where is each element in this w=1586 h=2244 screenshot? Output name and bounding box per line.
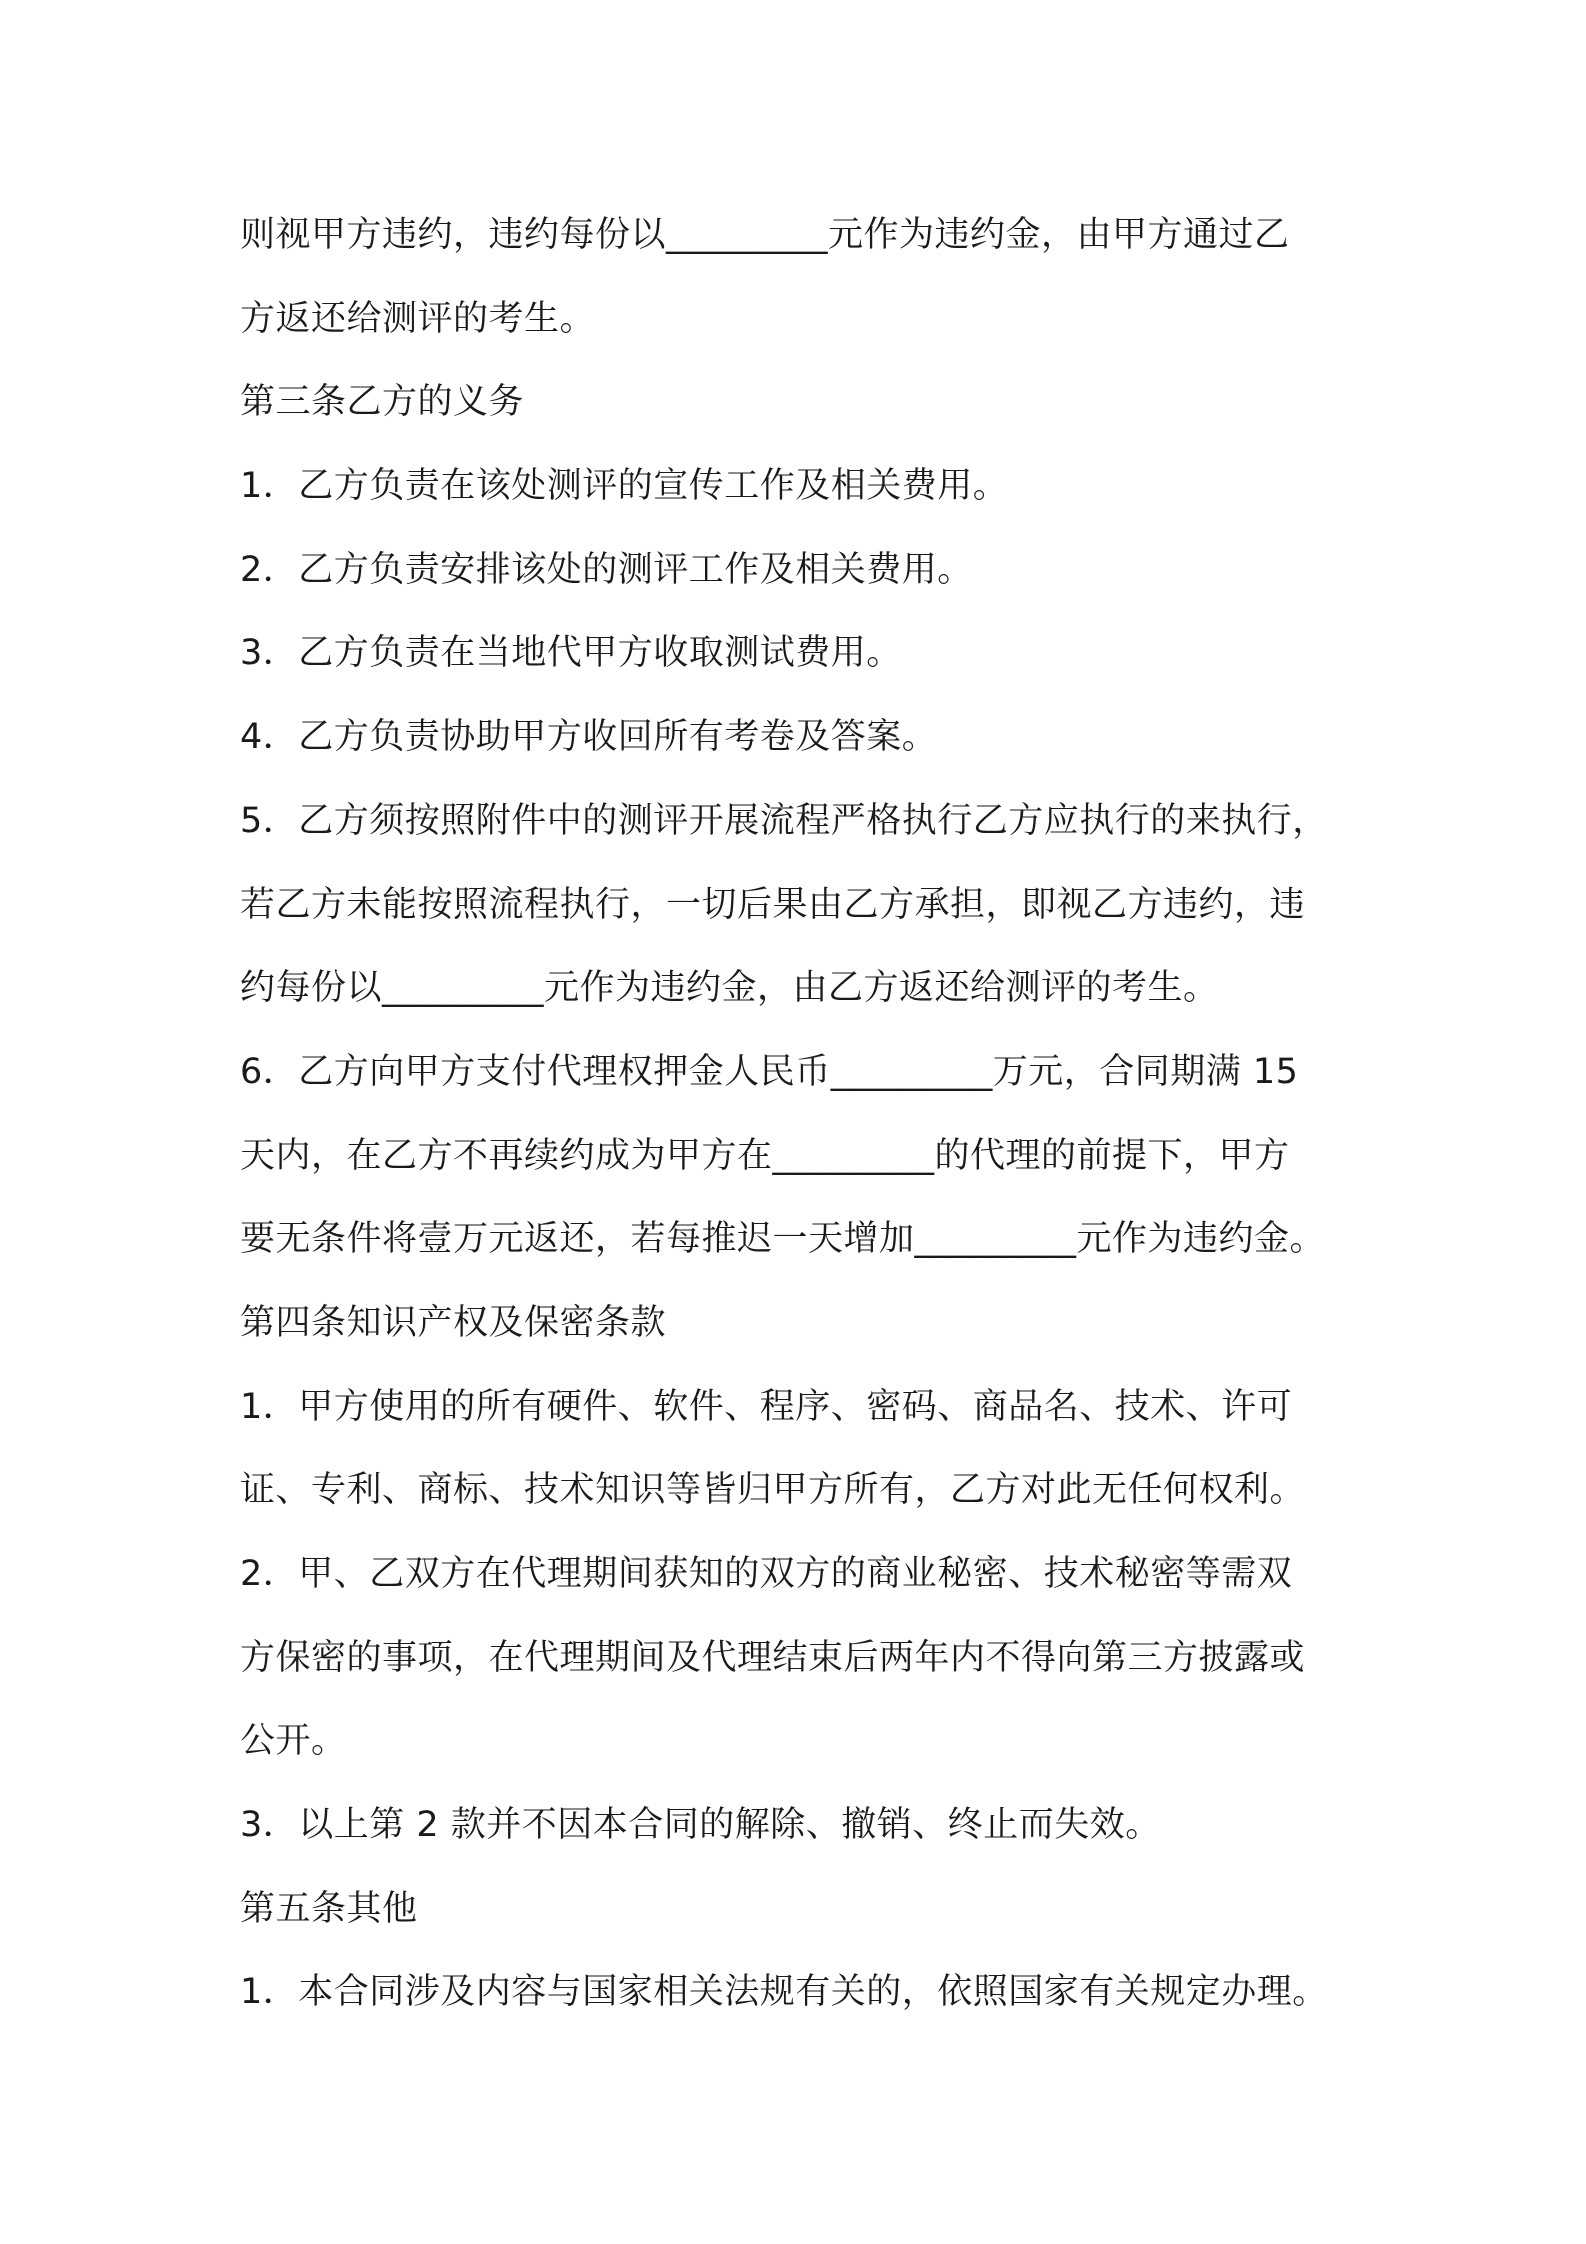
clause-item: 5．乙方须按照附件中的测评开展流程严格执行乙方应执行的来执行， bbox=[240, 800, 1328, 841]
clause-item: 1．乙方负责在该处测评的宣传工作及相关费用。 bbox=[240, 466, 1009, 507]
section-heading-article-3: 第三条乙方的义务 bbox=[240, 382, 525, 423]
clause-item: 1．本合同涉及内容与国家相关法规有关的，依照国家有关规定办理。 bbox=[240, 1972, 1328, 2013]
text-line: 方返还给测评的考生。 bbox=[240, 298, 596, 339]
clause-item: 2．乙方负责安排该处的测评工作及相关费用。 bbox=[240, 549, 973, 590]
text-line: 若乙方未能按照流程执行，一切后果由乙方承担，即视乙方违约，违 bbox=[240, 884, 1306, 925]
clause-item: 1．甲方使用的所有硬件、软件、程序、密码、商品名、技术、许可 bbox=[240, 1386, 1293, 1427]
section-heading-article-5: 第五条其他 bbox=[240, 1888, 418, 1929]
clause-item: 6．乙方向甲方支付代理权押金人民币_________万元，合同期满 15 bbox=[240, 1051, 1299, 1092]
text-line: 要无条件将壹万元返还，若每推迟一天增加_________元作为违约金。 bbox=[240, 1219, 1326, 1260]
text-line: 公开。 bbox=[240, 1721, 347, 1762]
text-line: 天内，在乙方不再续约成为甲方在_________的代理的前提下，甲方 bbox=[240, 1135, 1290, 1176]
clause-item: 4．乙方负责协助甲方收回所有考卷及答案。 bbox=[240, 717, 938, 758]
clause-item: 3．乙方负责在当地代甲方收取测试费用。 bbox=[240, 633, 902, 674]
document-body bbox=[240, 194, 1370, 2035]
text-line: 则视甲方违约，违约每份以_________元作为违约金，由甲方通过乙 bbox=[240, 215, 1290, 255]
clause-item: 3．以上第 2 款并不因本合同的解除、撤销、终止而失效。 bbox=[240, 1805, 1161, 1846]
text-line: 方保密的事项，在代理期间及代理结束后两年内不得向第三方披露或 bbox=[240, 1637, 1306, 1678]
text-line: 证、专利、商标、技术知识等皆归甲方所有，乙方对此无任何权利。 bbox=[240, 1470, 1306, 1511]
section-heading-article-4: 第四条知识产权及保密条款 bbox=[240, 1302, 667, 1343]
text-line: 约每份以_________元作为违约金，由乙方返还给测评的考生。 bbox=[240, 968, 1219, 1009]
clause-item: 2．甲、乙双方在代理期间获知的双方的商业秘密、技术秘密等需双 bbox=[240, 1554, 1293, 1594]
